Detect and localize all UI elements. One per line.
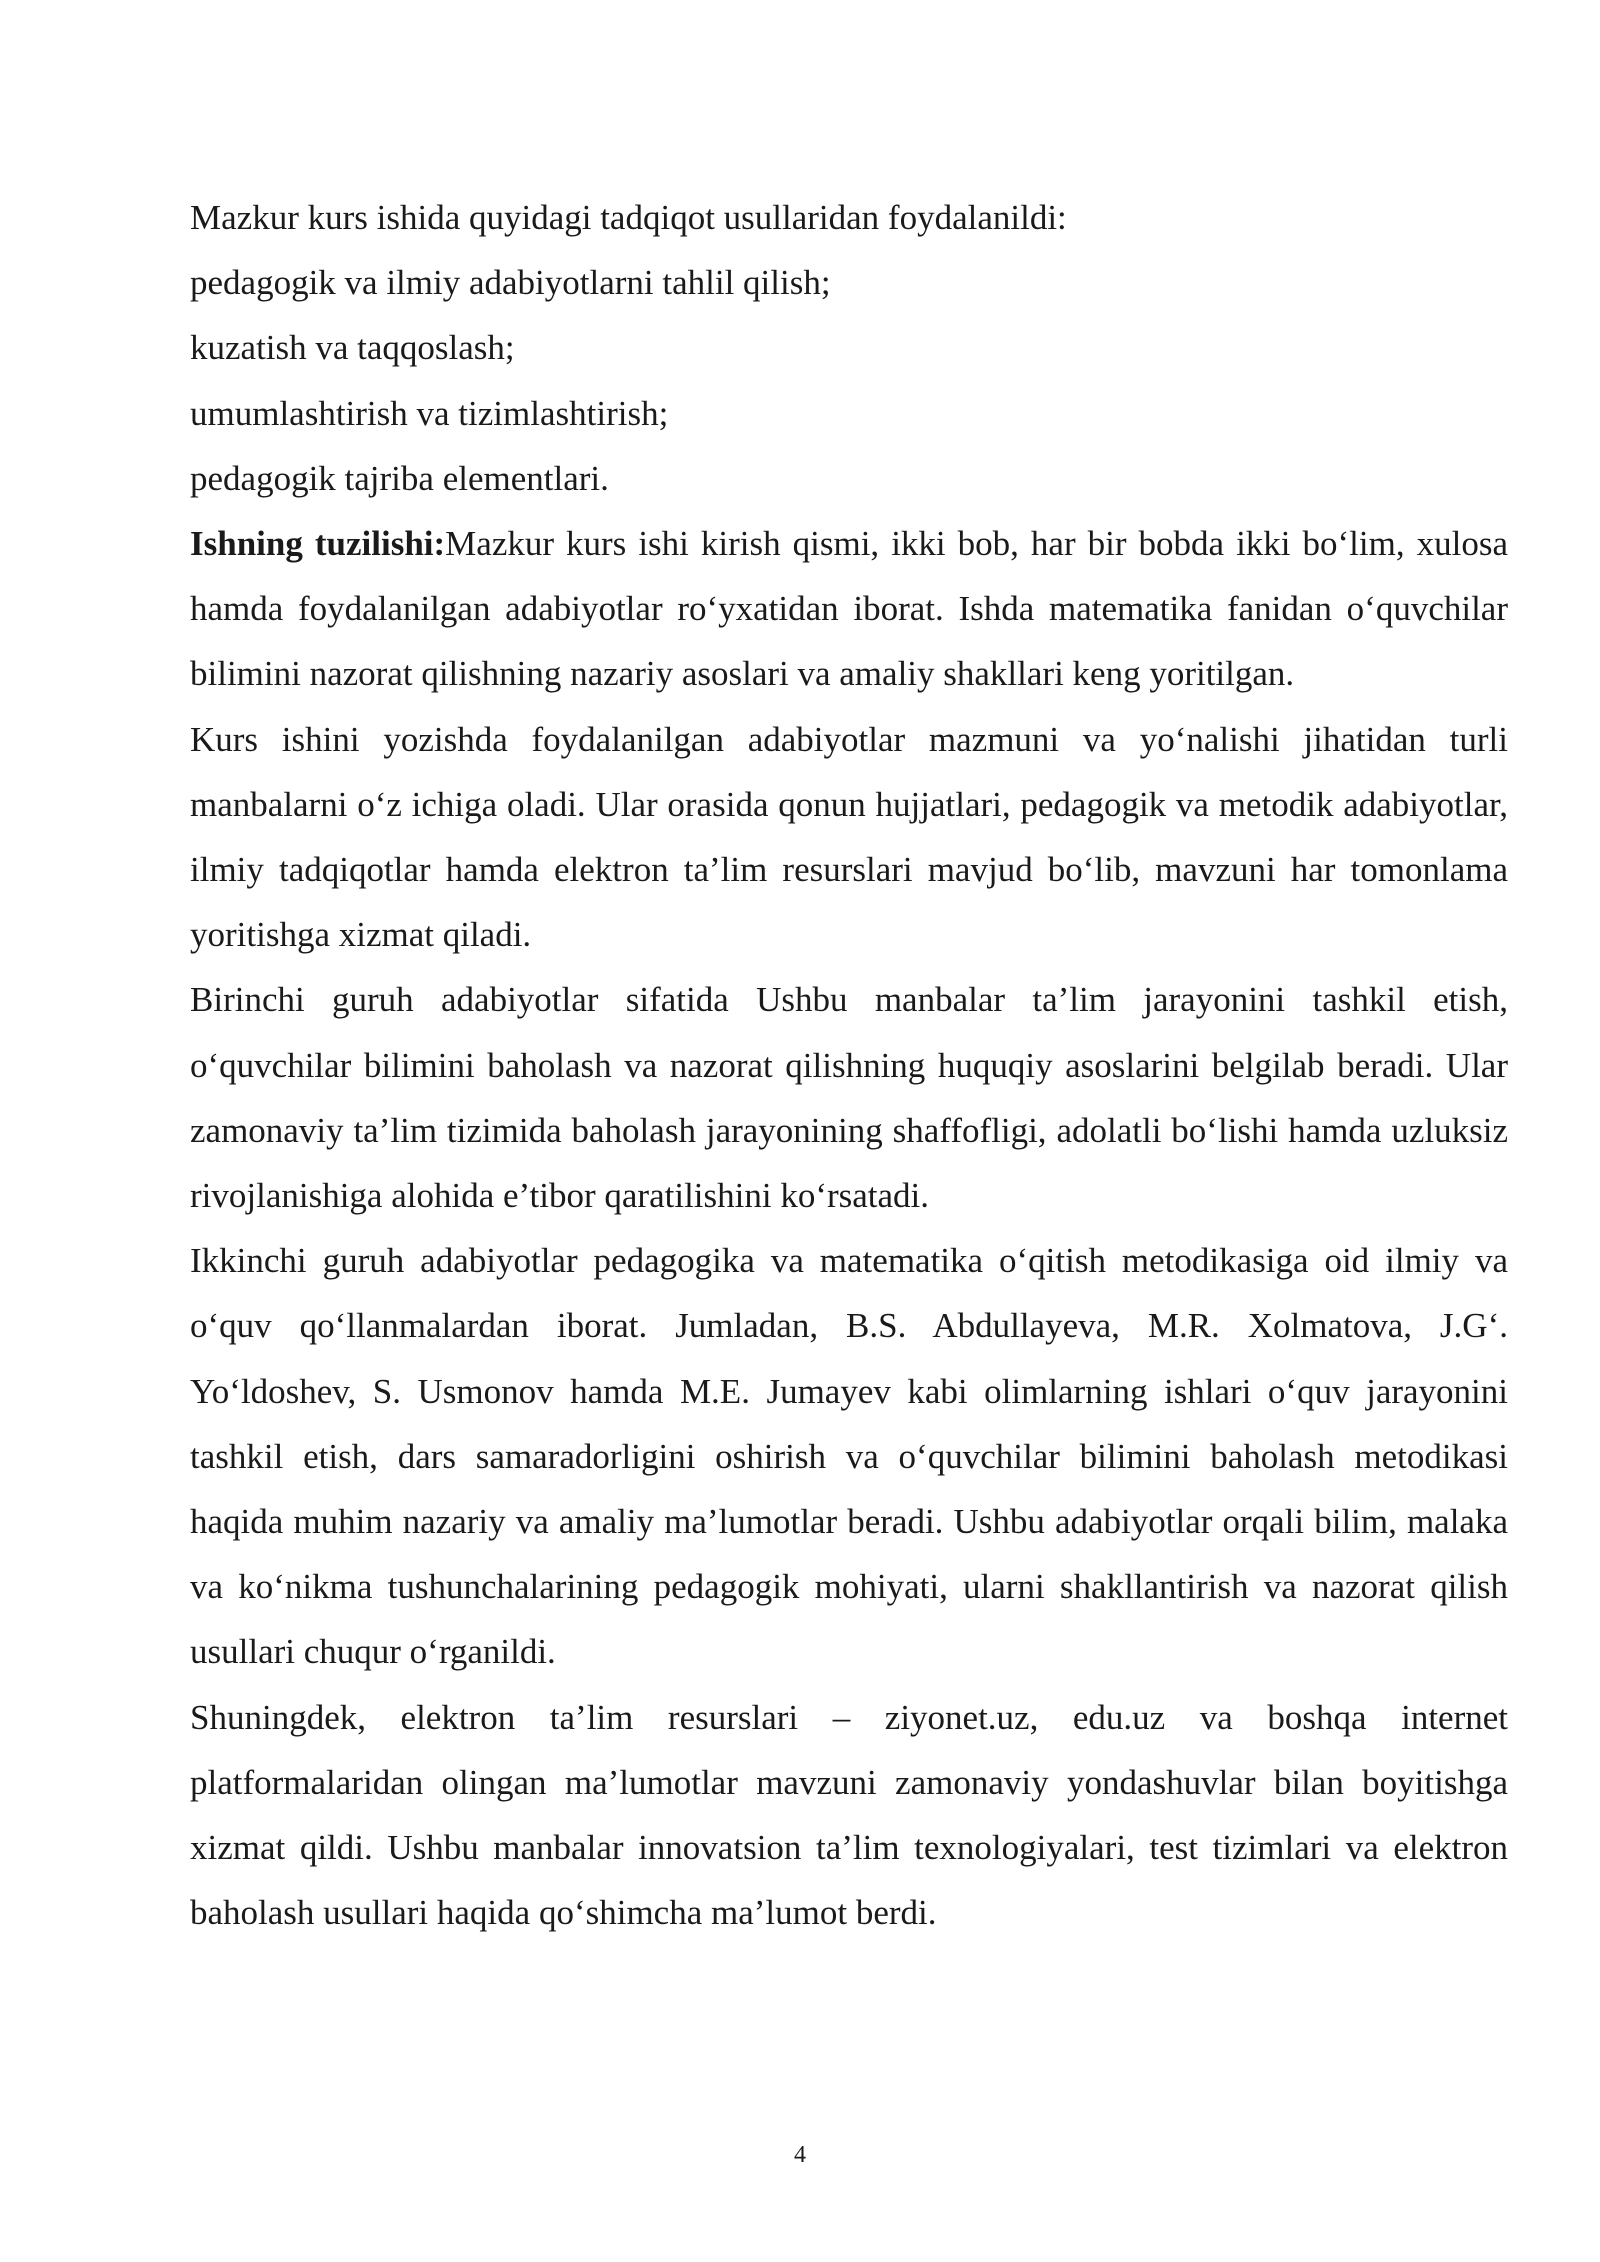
structure-heading: Ishning tuzilishi: [190,524,446,564]
body-paragraph: Ikkinchi guruh adabiyotlar pedagogika va matematika o‘qitish metodikasiga oid ilmiy va o‘quv qo‘llanmalardan iborat. Jumladan, B.S. Abdullayeva, M.R. Xolmatova, J.G‘. Yo‘ldoshev, S. Usmonov hamda M.E. Jumayev kabi olimlarning ishlari o‘quv jarayonini tashkil etish, dars samaradorligini oshirish va o‘quvchilar bilimini baholash metodikasi haqida muhim nazariy va amaliy ma’lumotlar beradi. Ushbu adabiyotlar orqali bilim, malaka va ko‘nikma tushunchalarining pedagogik mohiyati, ularni shakllantirish va nazorat qilish usullari chuqur o‘rganildi. [190,1241,1508,1672]
structure-paragraph [190,511,1508,707]
methods-item: pedagogik tajriba elementlari. [190,458,609,498]
structure-text: Mazkur kurs ishi kirish qismi, ikki bob, har bir bobda ikki bo‘lim, xulosa hamda foydalanilgan adabiyotlar ro‘yxatidan iborat. Ishda matematika fanidan o‘quvchilar bilimini nazorat qilishning nazariy asoslari va amaliy shakllari keng yoritilgan. [190,524,1508,694]
page-body [190,185,1508,1945]
methods-intro: Mazkur kurs ishida quyidagi tadqiqot usullaridan foydalanildi: [190,198,1067,237]
body-paragraph: Birinchi guruh adabiyotlar sifatida Ushbu manbalar ta’lim jarayonini tashkil etish, o‘quvchilar bilimini baholash va nazorat qilishning huquqiy asoslarini belgilab beradi. Ular zamonaviy ta’lim tizimida baholash jarayonining shaffofligi, adolatli bo‘lishi hamda uzluksiz rivojlanishiga alohida e’tibor qaratilishini ko‘rsatadi. [190,980,1508,1216]
methods-item: umumlashtirish va tizimlashtirish; [190,393,669,433]
page-number: 4 [794,2142,806,2168]
body-paragraph: Kurs ishini yozishda foydalanilgan adabiyotlar mazmuni va yo‘nalishi jihatidan turli manbalarni o‘z ichiga oladi. Ular orasida qonun hujjatlari, pedagogik va metodik adabiyotlar, ilmiy tadqiqotlar hamda elektron ta’lim resurslari mavjud bo‘lib, mavzuni har tomonlama yoritishga xizmat qiladi. [190,719,1508,955]
body-paragraph: Shuningdek, elektron ta’lim resurslari – ziyonet.uz, edu.uz va boshqa internet platformalaridan olingan ma’lumotlar mavzuni zamonaviy yondashuvlar bilan boyitishga xizmat qildi. Ushbu manbalar innovatsion ta’lim texnologiyalari, test tizimlari va elektron baholash usullari haqida qo‘shimcha ma’lumot berdi. [190,1697,1508,1933]
methods-item: kuzatish va taqqoslash; [190,328,515,368]
methods-item: pedagogik va ilmiy adabiyotlarni tahlil qilish; [190,263,831,303]
